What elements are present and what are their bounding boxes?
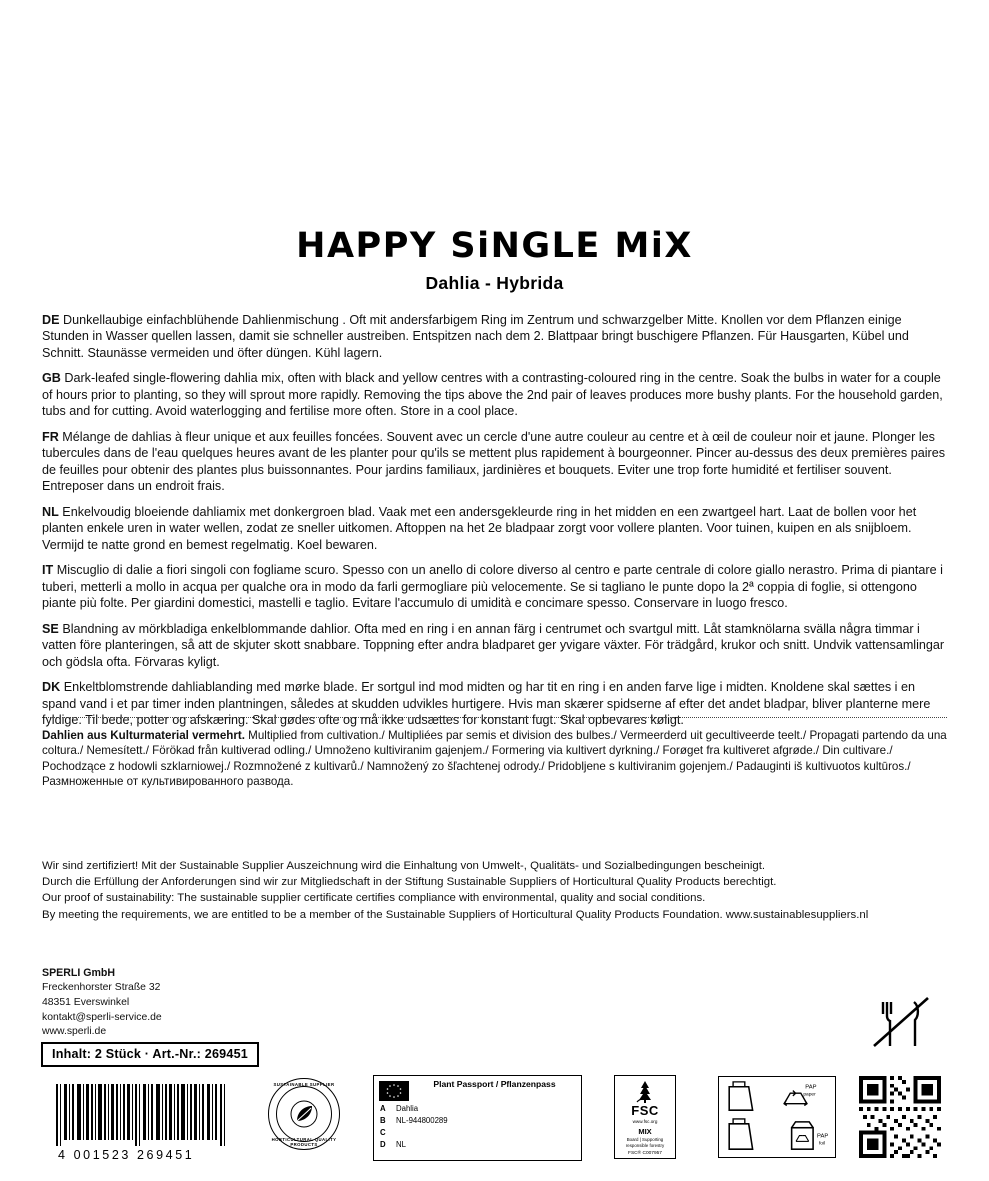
description-se [42,621,947,670]
page-title: HAPPY SiNGLE MiX [296,226,693,266]
plant-passport [373,1075,582,1161]
propagation-note-text: Multiplied from cultivation./ Multipliées par semis et division des bulbes./ Vermeerderd uit gecultiveerde teelt./ Propagati partendo da una coltura./ Nemesített./ Förökad från kultiverad odling./ Umnoženo kultiviranim gajenjem./ Formering via kultivert dyrkning./ Forøget fra kultiveret afgrøde./ Din cultivare./ Pochodzące z hodowli szklarniowej./ Rozmnožené z kultivarů./ Namnožený zo šľachtenej odrody./ Pridobljene s kultiviranim gojenjem./ Padauginti iš kultivuotos kultūros./ Размноженные от культивированного развода. [42,729,947,789]
recycling-icons [718,1076,836,1158]
fsc-tree-icon [635,1080,655,1104]
lang-code-nl: NL [42,504,59,519]
svg-text:foil: foil [818,1141,826,1147]
lang-code-fr: FR [42,429,59,444]
barcode-number: 4 001523 269451 [58,1148,195,1162]
plant-passport-row [380,1103,575,1115]
description-text-gb: Dark-leafed single-flowering dahlia mix, often with black and yellow centres with a contrasting-coloured ring in the centre. Soak the bulbs in water for a couple of hours prior to planting, so they will sprout more rapidly. Removing the tips above the 2nd pair of leaves produces more bushy plants. For the household garden, tubs and for cutting. Avoid waterlogging and fertilise more often. Store in a cool place. [42,371,943,419]
fsc-description: Board | Supporting responsible forestry [625,1137,665,1148]
plant-passport-key: C [380,1128,386,1138]
seal-top-text: SUSTAINABLE SUPPLIER [273,1081,335,1087]
plant-passport-key: D [380,1140,386,1150]
leaf-seal-icon [289,1099,319,1129]
plant-passport-value [396,1127,575,1139]
plant-passport-value: Dahlia [396,1104,419,1113]
certification-line-4: By meeting the requirements, we are entitled to be a member of the Sustainable Suppliers of Horticultural Quality Products Foundation. www.sustainablesuppliers.nl [42,908,869,921]
svg-text:PAP: PAP [817,1133,829,1140]
plant-passport-key: B [380,1116,386,1126]
fsc-url: www.fsc.org [632,1119,658,1124]
lang-code-it: IT [42,563,54,578]
company-email: kontakt@sperli-service.de [42,1011,162,1023]
fsc-logo [614,1075,676,1159]
barcode [56,1084,236,1162]
plant-passport-row [380,1115,575,1127]
description-text-se: Blandning av mörkbladiga enkelblommande dahlior. Ofta med en ring i en annan färg i centrumet och svartgul mitt. Låt stamknölarna svälla några timmar i vatten före planteringen, så att de skjuter skott snabbare. Toppning efter andra bladparet ger yvigare växter. För trädgård, krukor och snitt. Undvik vattensamlingar och gödsla ofta. Förvaras kyligt. [42,621,945,669]
certification-block [42,858,947,923]
fsc-code: FSC® C007957 [628,1151,662,1156]
title-block [0,228,989,294]
plant-passport-value: NL-944800289 [396,1116,448,1126]
lang-code-dk: DK [42,680,61,695]
lang-code-gb: GB [42,371,61,386]
plant-passport-rows [380,1103,575,1151]
description-de [42,312,947,361]
fsc-mix-label: MIX [638,1127,652,1136]
eu-flag-stars [379,1081,409,1101]
content-bar: Inhalt: 2 Stück · Art.-Nr.: 269451 [41,1042,259,1067]
description-list [42,312,947,738]
company-website: www.sperli.de [42,1026,107,1038]
seal-bottom-text: HORTICULTURAL QUALITY PRODUCTS [271,1136,337,1147]
plant-passport-row [380,1127,575,1139]
plant-passport-title: Plant Passport / Pflanzenpass [433,1079,556,1089]
plant-passport-value: NL [396,1140,406,1150]
company-city: 48351 Everswinkel [42,996,130,1008]
description-gb [42,370,947,419]
certification-line-2: Durch die Erfüllung der Anforderungen sind wir zur Mitgliedschaft in der Stiftung Sustainable Suppliers of Horticultural Quality Products berechtigt. [42,876,777,889]
svg-text:PAP: PAP [805,1084,817,1091]
certification-line-3: Our proof of sustainability: The sustainable supplier certificate certifies compliance with environmental, quality and social conditions. [42,892,706,905]
not-for-food-icon [868,990,934,1056]
eu-flag-icon [379,1081,409,1101]
company-name: SPERLI GmbH [42,967,115,979]
lang-code-se: SE [42,621,59,636]
description-text-it: Miscuglio di dalie a fiori singoli con fogliame scuro. Spesso con un anello di colore diverso al centro e parte centrale di colore giallo nerastro. Prima di piantare i tuberi, metterli a mollo in acqua per qualche ora in modo da farli germogliare più velocemente. Se si tagliano le punte dopo la 2ª coppia di foglie, si ottengono piante più folte. Per giardini domestici, mastelli e taglio. Evitare l'accumulo di umidità e concimare spesso. Conservare in luogo fresco. [42,563,943,611]
qr-code-image [859,1076,941,1158]
recycle-icon [719,1077,835,1157]
description-dk [42,679,947,728]
plant-passport-row [380,1139,575,1151]
page-subtitle: Dahlia - Hybrida [425,272,564,293]
propagation-note-heading: Dahlien aus Kulturmaterial vermehrt. [42,729,245,742]
cutlery-crossed-out-icon [868,990,934,1056]
qr-code-icon [859,1076,941,1158]
company-address [42,966,162,1040]
certification-line-1: Wir sind zertifiziert! Mit der Sustainable Supplier Auszeichnung wird die Einhaltung von Umwelt-, Qualitäts- und Sozialbedingungen bescheinigt. [42,860,766,872]
dotted-divider [42,717,947,718]
lang-code-de: DE [42,313,60,327]
description-it [42,562,947,611]
propagation-note [42,728,947,790]
description-text-nl: Enkelvoudig bloeiende dahliamix met donkergroen blad. Vaak met een andersgekleurde ring in het midden en een zwartgeel hart. Laat de bollen voor het planten enkele uren in water wellen, zodat ze sneller uitkomen. Aftoppen na het 2e bladpaar zorgt voor vollere planten. Voor tuinen, kuipen en als snijbloem. Vermijd te natte grond en bemest regelmatig. Koel bewaren. [42,504,917,552]
fsc-wordmark: FSC [631,1103,659,1118]
description-text-fr: Mélange de dahlias à fleur unique et aux feuilles foncées. Souvent avec un cercle d'une autre couleur au centre et à œil de couleur noir et jaune. Plonger les tubercules dans de l'eau quelques heures avant de les planter pour qu'ils se mettent plus rapidement à bourgeonner. Pincer au-dessus des deux premières paires de feuilles pour obtenir des plantes plus buissonnantes. Pour jardins familiaux, jardinières et bouquets. Eviter une trop forte humidité et fertiliser souvent. Entreposer dans un endroit frais. [42,429,946,494]
sustainable-supplier-seal [268,1078,340,1150]
description-text-dk: Enkeltblomstrende dahliablanding med mørke blade. Er sortgul ind mod midten og har tit en ring i en anden farve lige i midten. Knoldene skal sættes i en spand vand i et par timer inden plantningen, således at skudden udvikles hurtigere. Hvis man skærer spidserne af efter det andet bladpar, bliver planterne mere fyldige. Til bede, potter og afskæring. Skal gødes ofte og må ikke udsættes for konstant fugt. Skal opbevares køligt. [42,680,931,728]
description-fr [42,429,947,495]
plant-passport-key: A [380,1104,386,1113]
description-nl [42,504,947,553]
description-text-de: Dunkellaubige einfachblühende Dahlienmischung . Oft mit andersfarbigem Ring im Zentrum und schwarzgelber Mitte. Knollen vor dem Pflanzen einige Stunden in Wasser quellen lassen, damit sie schneller austreiben. Entspitzen nach dem 2. Blattpaar bringt buschigere Pflanzen. Für Hausgarten, Kübel und Schnitt. Staunässe vermeiden und öfter düngen. Kühl lagern. [42,313,909,360]
svg-text:paper: paper [803,1092,816,1098]
company-street: Freckenhorster Straße 32 [42,982,161,994]
barcode-image [56,1084,228,1146]
